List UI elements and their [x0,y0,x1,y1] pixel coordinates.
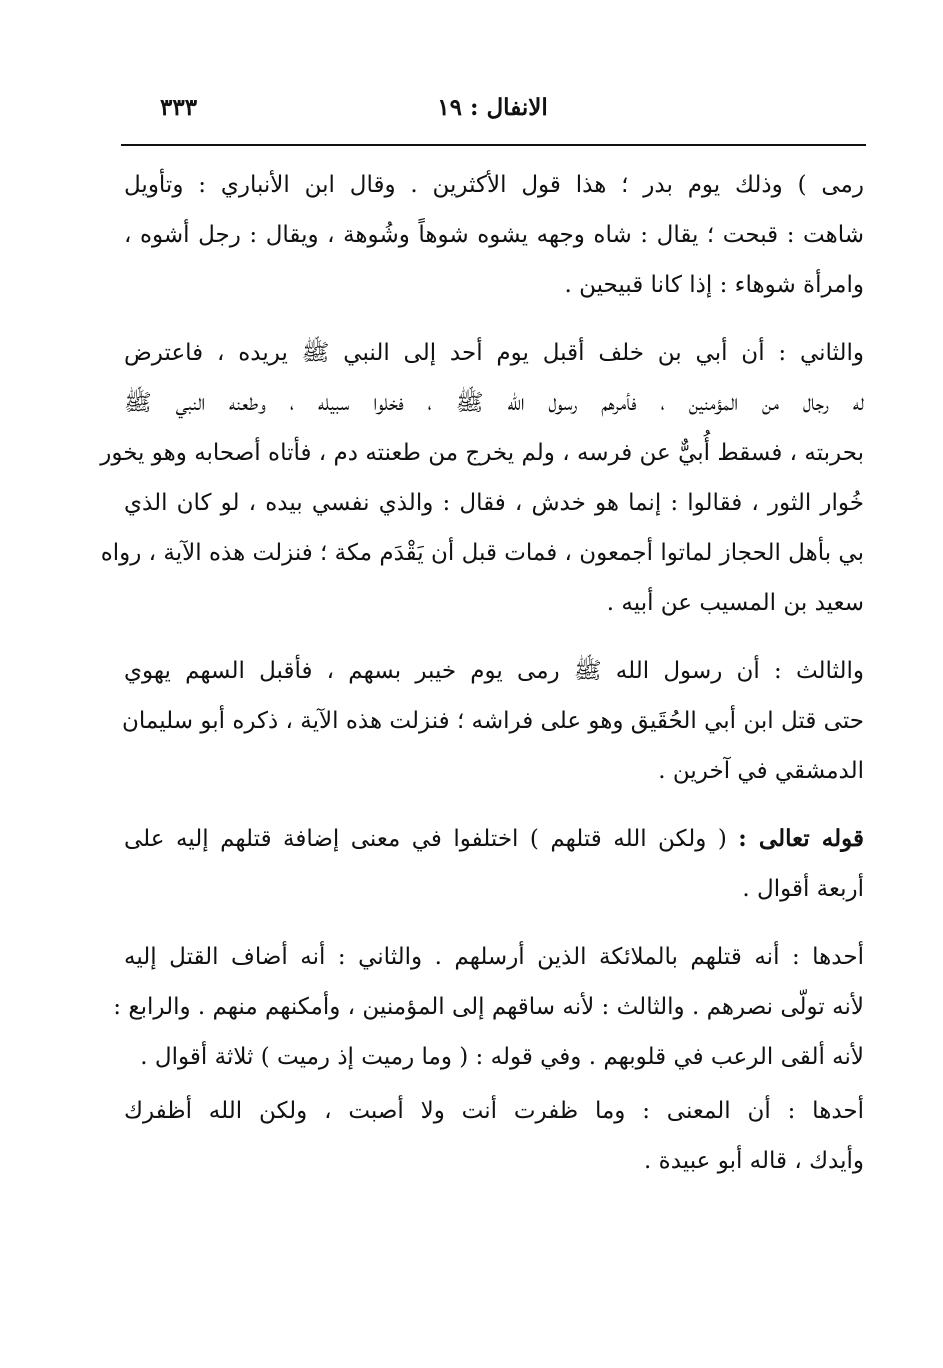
paragraph [100,328,864,628]
text-line: والثالث : أن رسول الله ﷺ رمى يوم خيبر بسهم ، فأقبل السهم يهوي [124,658,864,684]
text-segment: ( ولكن الله قتلهم ) اختلفوا في معنى إضافة قتلهم إليه على [124,826,739,852]
text-line: وامرأة شوهاء : إذا كانا قبيحين . [564,272,864,298]
text-line: حتى قتل ابن أبي الحُقَيق وهو على فراشه ؛ فنزلت هذه الآية ، ذكره أبو سليمان [122,708,864,734]
text-line: بي بأهل الحجاز لماتوا أجمعون ، فمات قبل أن يَقْدَم مكة ؛ فنزلت هذه الآية ، رواه [100,540,864,566]
verse-lead: قوله تعالى : [738,825,864,852]
text-line: بحربته ، فسقط أُبيٌّ عن فرسه ، ولم يخرج من طعنته دم ، فأتاه أصحابه وهو يخور [100,440,864,466]
text-line: أحدها : أنه قتلهم بالملائكة الذين أرسلهم . والثاني : أنه أضاف القتل إليه [124,944,864,970]
page-number: ٣٣٣ [160,94,198,121]
paragraph [124,160,864,310]
text-line: سعيد بن المسيب عن أبيه . [606,590,864,616]
text-line: خُوار الثور ، فقالوا : إنما هو خدش ، فقال : والذي نفسي بيده ، لو كان الذي [124,490,864,516]
text-line: لأنه ألقى الرعب في قلوبهم . وفي قوله : ( وما رميت إذ رميت ) ثلاثة أقوال . [140,1044,864,1070]
text-line: أحدها : أن المعنى : وما ظفرت أنت ولا أصبت ، ولكن الله أظفرك [124,1098,864,1124]
text-line: الدمشقي في آخرين . [658,758,864,784]
paragraph [113,932,864,1082]
text-line: أربعة أقوال . [742,876,864,902]
header-divider [121,144,866,146]
text-line: وأيدك ، قاله أبو عبيدة . [644,1148,864,1174]
text-line: رمى ) وذلك يوم بدر ؛ هذا قول الأكثرين . وقال ابن الأنباري : وتأويل [124,172,864,198]
page-header [120,94,865,134]
text-line: شاهت : قبحت ؛ يقال : شاه وجهه يشوه شوهاً وشُوهة ، ويقال : رجل أشوه ، [124,222,864,248]
surah-reference: الانفال : ١٩ [437,94,548,121]
text-line [124,814,864,864]
paragraph [124,646,864,796]
page-body [100,160,864,1186]
text-line: لأنه تولّى نصرهم . والثالث : لأنه ساقهم إلى المؤمنين ، وأمكنهم منهم . والرابع : [113,994,864,1020]
paragraph [124,814,864,914]
paragraph [124,1086,864,1186]
text-line: والثاني : أن أبي بن خلف أقبل يوم أحد إلى النبي ﷺ يريده ، فاعترض [124,340,864,366]
text-line: له رجال من المؤمنين ، فأمرهم رسول الله ﷺ ، فخلوا سبيله ، وطعنه النبي ﷺ [124,390,864,416]
